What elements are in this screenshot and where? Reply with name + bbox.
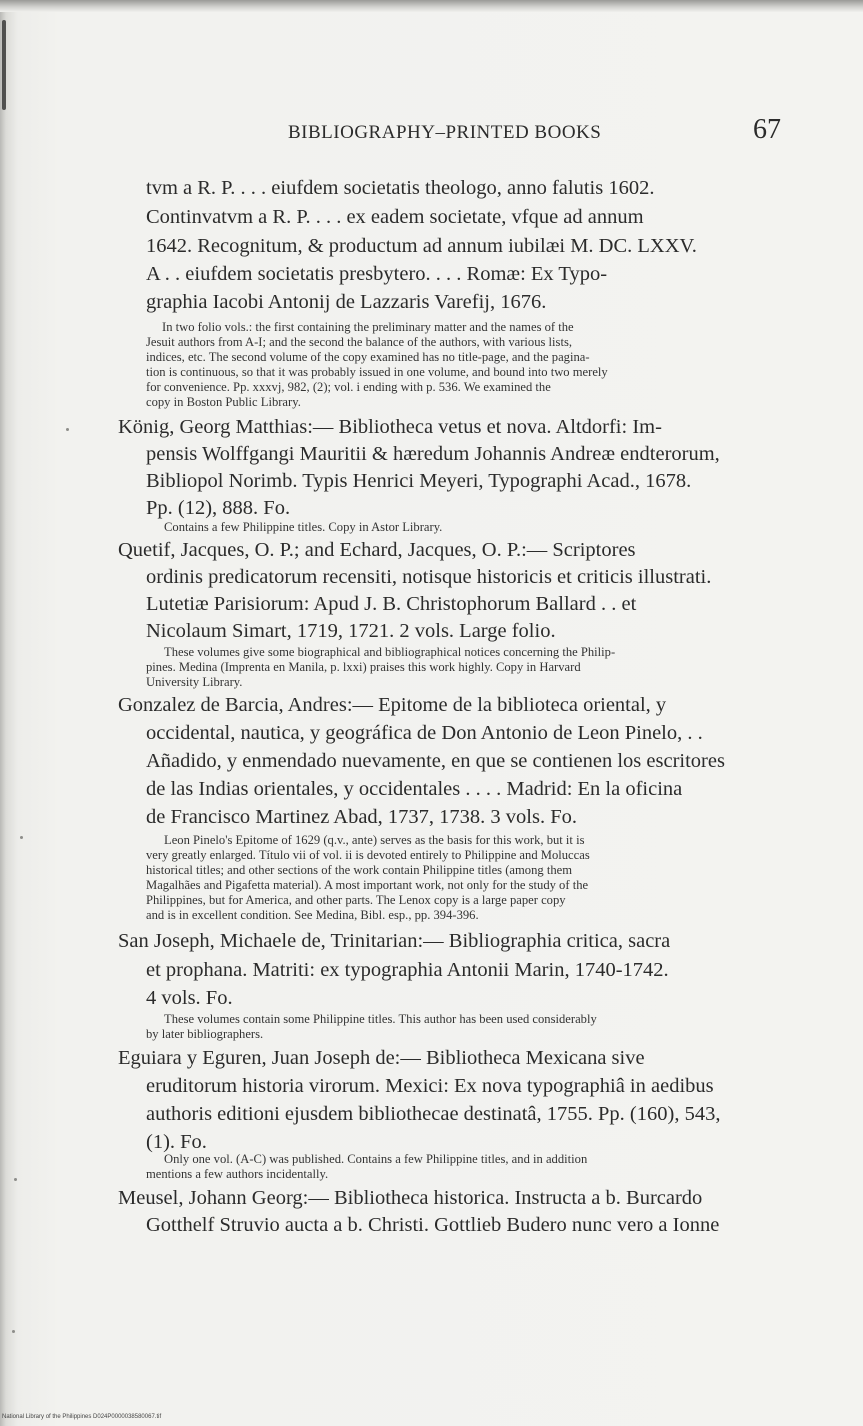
- note-line: Contains a few Philippine titles. Copy in Astor Library.: [164, 520, 443, 534]
- note-line: historical titles; and other sections of the work contain Philippine titles (among them: [146, 863, 573, 877]
- body-line: Pp. (12), 888. Fo.: [146, 497, 291, 519]
- note-line: In two folio vols.: the first containing the preliminary matter and the names of the: [162, 320, 574, 334]
- entry-heading: Meusel, Johann Georg:— Bibliotheca historica. Instructa a b. Burcardo: [118, 1187, 703, 1209]
- entry-heading: Eguiara y Eguren, Juan Joseph de:— Bibliotheca Mexicana sive: [118, 1047, 645, 1069]
- entry-heading: König, Georg Matthias:— Bibliotheca vetus et nova. Altdorfi: Im-: [118, 416, 662, 438]
- note-line: tion is continuous, so that it was probably issued in one volume, and bound into two merely: [146, 365, 608, 379]
- note-line: These volumes give some biographical and bibliographical notices concerning the Philip-: [164, 645, 616, 659]
- running-head: BIBLIOGRAPHY–PRINTED BOOKS: [288, 122, 602, 143]
- body-line: Lutetiæ Parisiorum: Apud J. B. Christophorum Ballard . . et: [146, 593, 637, 615]
- body-line: Nicolaum Simart, 1719, 1721. 2 vols. Large folio.: [146, 620, 556, 642]
- note-line: Leon Pinelo's Epitome of 1629 (q.v., ante) serves as the basis for this work, but it is: [164, 833, 585, 847]
- note-line: by later bibliographers.: [146, 1027, 264, 1041]
- page-number: 67: [753, 114, 781, 145]
- page-top-edge: [0, 0, 863, 12]
- note-line: pines. Medina (Imprenta en Manila, p. lxxi) praises this work highly. Copy in Harvard: [146, 660, 581, 674]
- note-line: very greatly enlarged. Título vii of vol. ii is devoted entirely to Philippine and Moluccas: [146, 848, 590, 862]
- note-line: mentions a few authors incidentally.: [146, 1167, 329, 1181]
- scan-speck: [66, 428, 69, 431]
- body-line: 4 vols. Fo.: [146, 987, 233, 1009]
- body-line: de las Indias orientales, y occidentales . . . . Madrid: En la oficina: [146, 778, 683, 800]
- body-line: graphia Iacobi Antonij de Lazzaris Varefij, 1676.: [146, 291, 547, 313]
- body-line: eruditorum historia virorum. Mexici: Ex nova typographiâ in aedibus: [146, 1075, 714, 1097]
- binding-mark: [2, 20, 6, 110]
- scan-identifier: National Library of the Philippines D024P0000038580067.tif: [2, 1414, 162, 1420]
- note-line: Jesuit authors from A-I; and the second the balance of the authors, with various lists,: [146, 335, 572, 349]
- body-line: 1642. Recognitum, & productum ad annum iubilæi M. DC. LXXV.: [146, 235, 697, 257]
- note-line: These volumes contain some Philippine titles. This author has been used considerably: [164, 1012, 597, 1026]
- body-line: et prophana. Matriti: ex typographia Antonii Marin, 1740-1742.: [146, 959, 669, 981]
- body-line: pensis Wolffgangi Mauritii & hæredum Johannis Andreæ endterorum,: [146, 443, 720, 465]
- body-line: (1). Fo.: [146, 1131, 207, 1153]
- body-line: tvm a R. P. . . . eiufdem societatis theologo, anno falutis 1602.: [146, 177, 655, 199]
- body-line: Bibliopol Norimb. Typis Henrici Meyeri, Typographi Acad., 1678.: [146, 470, 692, 492]
- scan-speck: [14, 1178, 17, 1181]
- note-line: Philippines, but for America, and other parts. The Lenox copy is a large paper copy: [146, 893, 566, 907]
- note-line: indices, etc. The second volume of the copy examined has no title-page, and the pagina-: [146, 350, 590, 364]
- entry-heading: Quetif, Jacques, O. P.; and Echard, Jacques, O. P.:— Scriptores: [118, 539, 636, 561]
- scan-speck: [20, 836, 23, 839]
- body-line: Continvatvm a R. P. . . . ex eadem societate, vfque ad annum: [146, 206, 644, 228]
- body-line: de Francisco Martinez Abad, 1737, 1738. 3 vols. Fo.: [146, 806, 578, 828]
- note-line: University Library.: [146, 675, 243, 689]
- body-line: Gotthelf Struvio aucta a b. Christi. Gottlieb Budero nunc vero a Ionne: [146, 1214, 720, 1236]
- note-line: and is in excellent condition. See Medina, Bibl. esp., pp. 394-396.: [146, 908, 479, 922]
- scan-speck: [12, 1330, 15, 1333]
- body-line: ordinis predicatorum recensiti, notisque historicis et criticis illustrati.: [146, 566, 712, 588]
- note-line: Magalhães and Pigafetta material). A most important work, not only for the study of the: [146, 878, 589, 892]
- body-line: Añadido, y enmendado nuevamente, en que se contienen los escritores: [146, 750, 725, 772]
- note-line: for convenience. Pp. xxxvj, 982, (2); vol. i ending with p. 536. We examined the: [146, 380, 551, 394]
- body-line: authoris editioni ejusdem bibliothecae destinatâ, 1755. Pp. (160), 543,: [146, 1103, 721, 1125]
- entry-heading: San Joseph, Michaele de, Trinitarian:— Bibliographia critica, sacra: [118, 930, 671, 952]
- body-line: occidental, nautica, y geográfica de Don Antonio de Leon Pinelo, . .: [146, 722, 703, 744]
- entry-heading: Gonzalez de Barcia, Andres:— Epitome de la biblioteca oriental, y: [118, 694, 667, 716]
- note-line: copy in Boston Public Library.: [146, 395, 301, 409]
- note-line: Only one vol. (A-C) was published. Contains a few Philippine titles, and in addition: [164, 1152, 588, 1166]
- body-line: A . . eiufdem societatis presbytero. . . . Romæ: Ex Typo-: [146, 263, 608, 285]
